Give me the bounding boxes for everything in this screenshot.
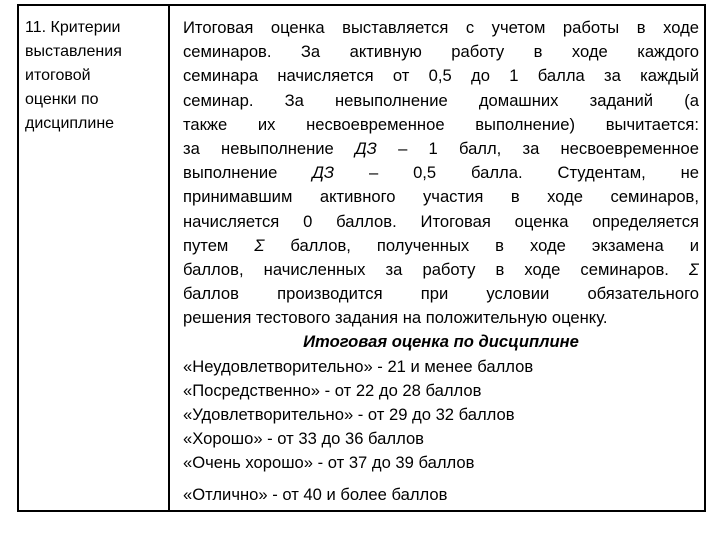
description-line: принимавшим активного участия в ходе семинаров, (183, 187, 699, 207)
description-line: семинар. За невыполнение домашних заданий (а (183, 90, 699, 110)
text-run: баллов, полученных в ходе экзамена и (264, 235, 699, 255)
text-run: – 0,5 балла. Студентам, не (334, 163, 699, 183)
criteria-label-line: итоговой (25, 67, 91, 84)
text-run: – 1 балл, за несвоевременное (376, 138, 699, 158)
grade-item: «Посредственно» - от 22 до 28 баллов (183, 380, 482, 400)
description-line: баллов производится при условии обязательного (183, 284, 699, 304)
grade-item: «Отлично» - от 40 и более баллов (183, 484, 448, 504)
criteria-label-line: выставления (25, 43, 122, 60)
description-line (183, 161, 699, 185)
criteria-label-line: дисциплине (25, 115, 115, 132)
grade-item: «Неудовлетворительно» - 21 и менее баллов (183, 356, 534, 376)
description-line: также их несвоевременное выполнение) вычитается: (183, 114, 699, 134)
text-run: выполнение (183, 163, 313, 183)
criteria-description-cell (183, 16, 699, 507)
text-run: путем (183, 235, 255, 255)
text-run: за невыполнение (183, 138, 355, 158)
grade-item: «Очень хорошо» - от 37 до 39 баллов (183, 453, 475, 473)
description-line: семинара начисляется от 0,5 до 1 балла за каждый (183, 66, 699, 86)
description-line: семинаров. За активную работу в ходе каждого (183, 42, 699, 62)
description-line (183, 234, 699, 258)
sum-symbol: Σ (254, 235, 265, 255)
grade-item: «Хорошо» - от 33 до 36 баллов (183, 429, 424, 449)
sum-symbol: Σ (689, 259, 699, 279)
description-line: решения тестового задания на положительную оценку. (183, 308, 608, 328)
column-divider (168, 6, 170, 510)
description-line (183, 258, 699, 282)
description-line: Итоговая оценка выставляется с учетом работы в ходе (183, 18, 699, 37)
description-line: начисляется 0 баллов. Итоговая оценка определяется (183, 211, 699, 231)
criteria-table (17, 4, 706, 512)
text-run: баллов, начисленных за работу в ходе семинаров. (183, 259, 690, 279)
homework-abbr: ДЗ (354, 138, 377, 158)
grades-heading (183, 330, 699, 354)
homework-abbr: ДЗ (312, 163, 335, 183)
grade-item: «Удовлетворительно» - от 29 до 32 баллов (183, 405, 515, 424)
criteria-label-line: оценки по (25, 91, 99, 108)
criteria-label-cell (25, 16, 165, 136)
grades-heading-text: Итоговая оценка по дисциплине (303, 332, 579, 352)
criteria-label-line: 11. Критерии (25, 19, 121, 36)
description-line (183, 137, 699, 161)
